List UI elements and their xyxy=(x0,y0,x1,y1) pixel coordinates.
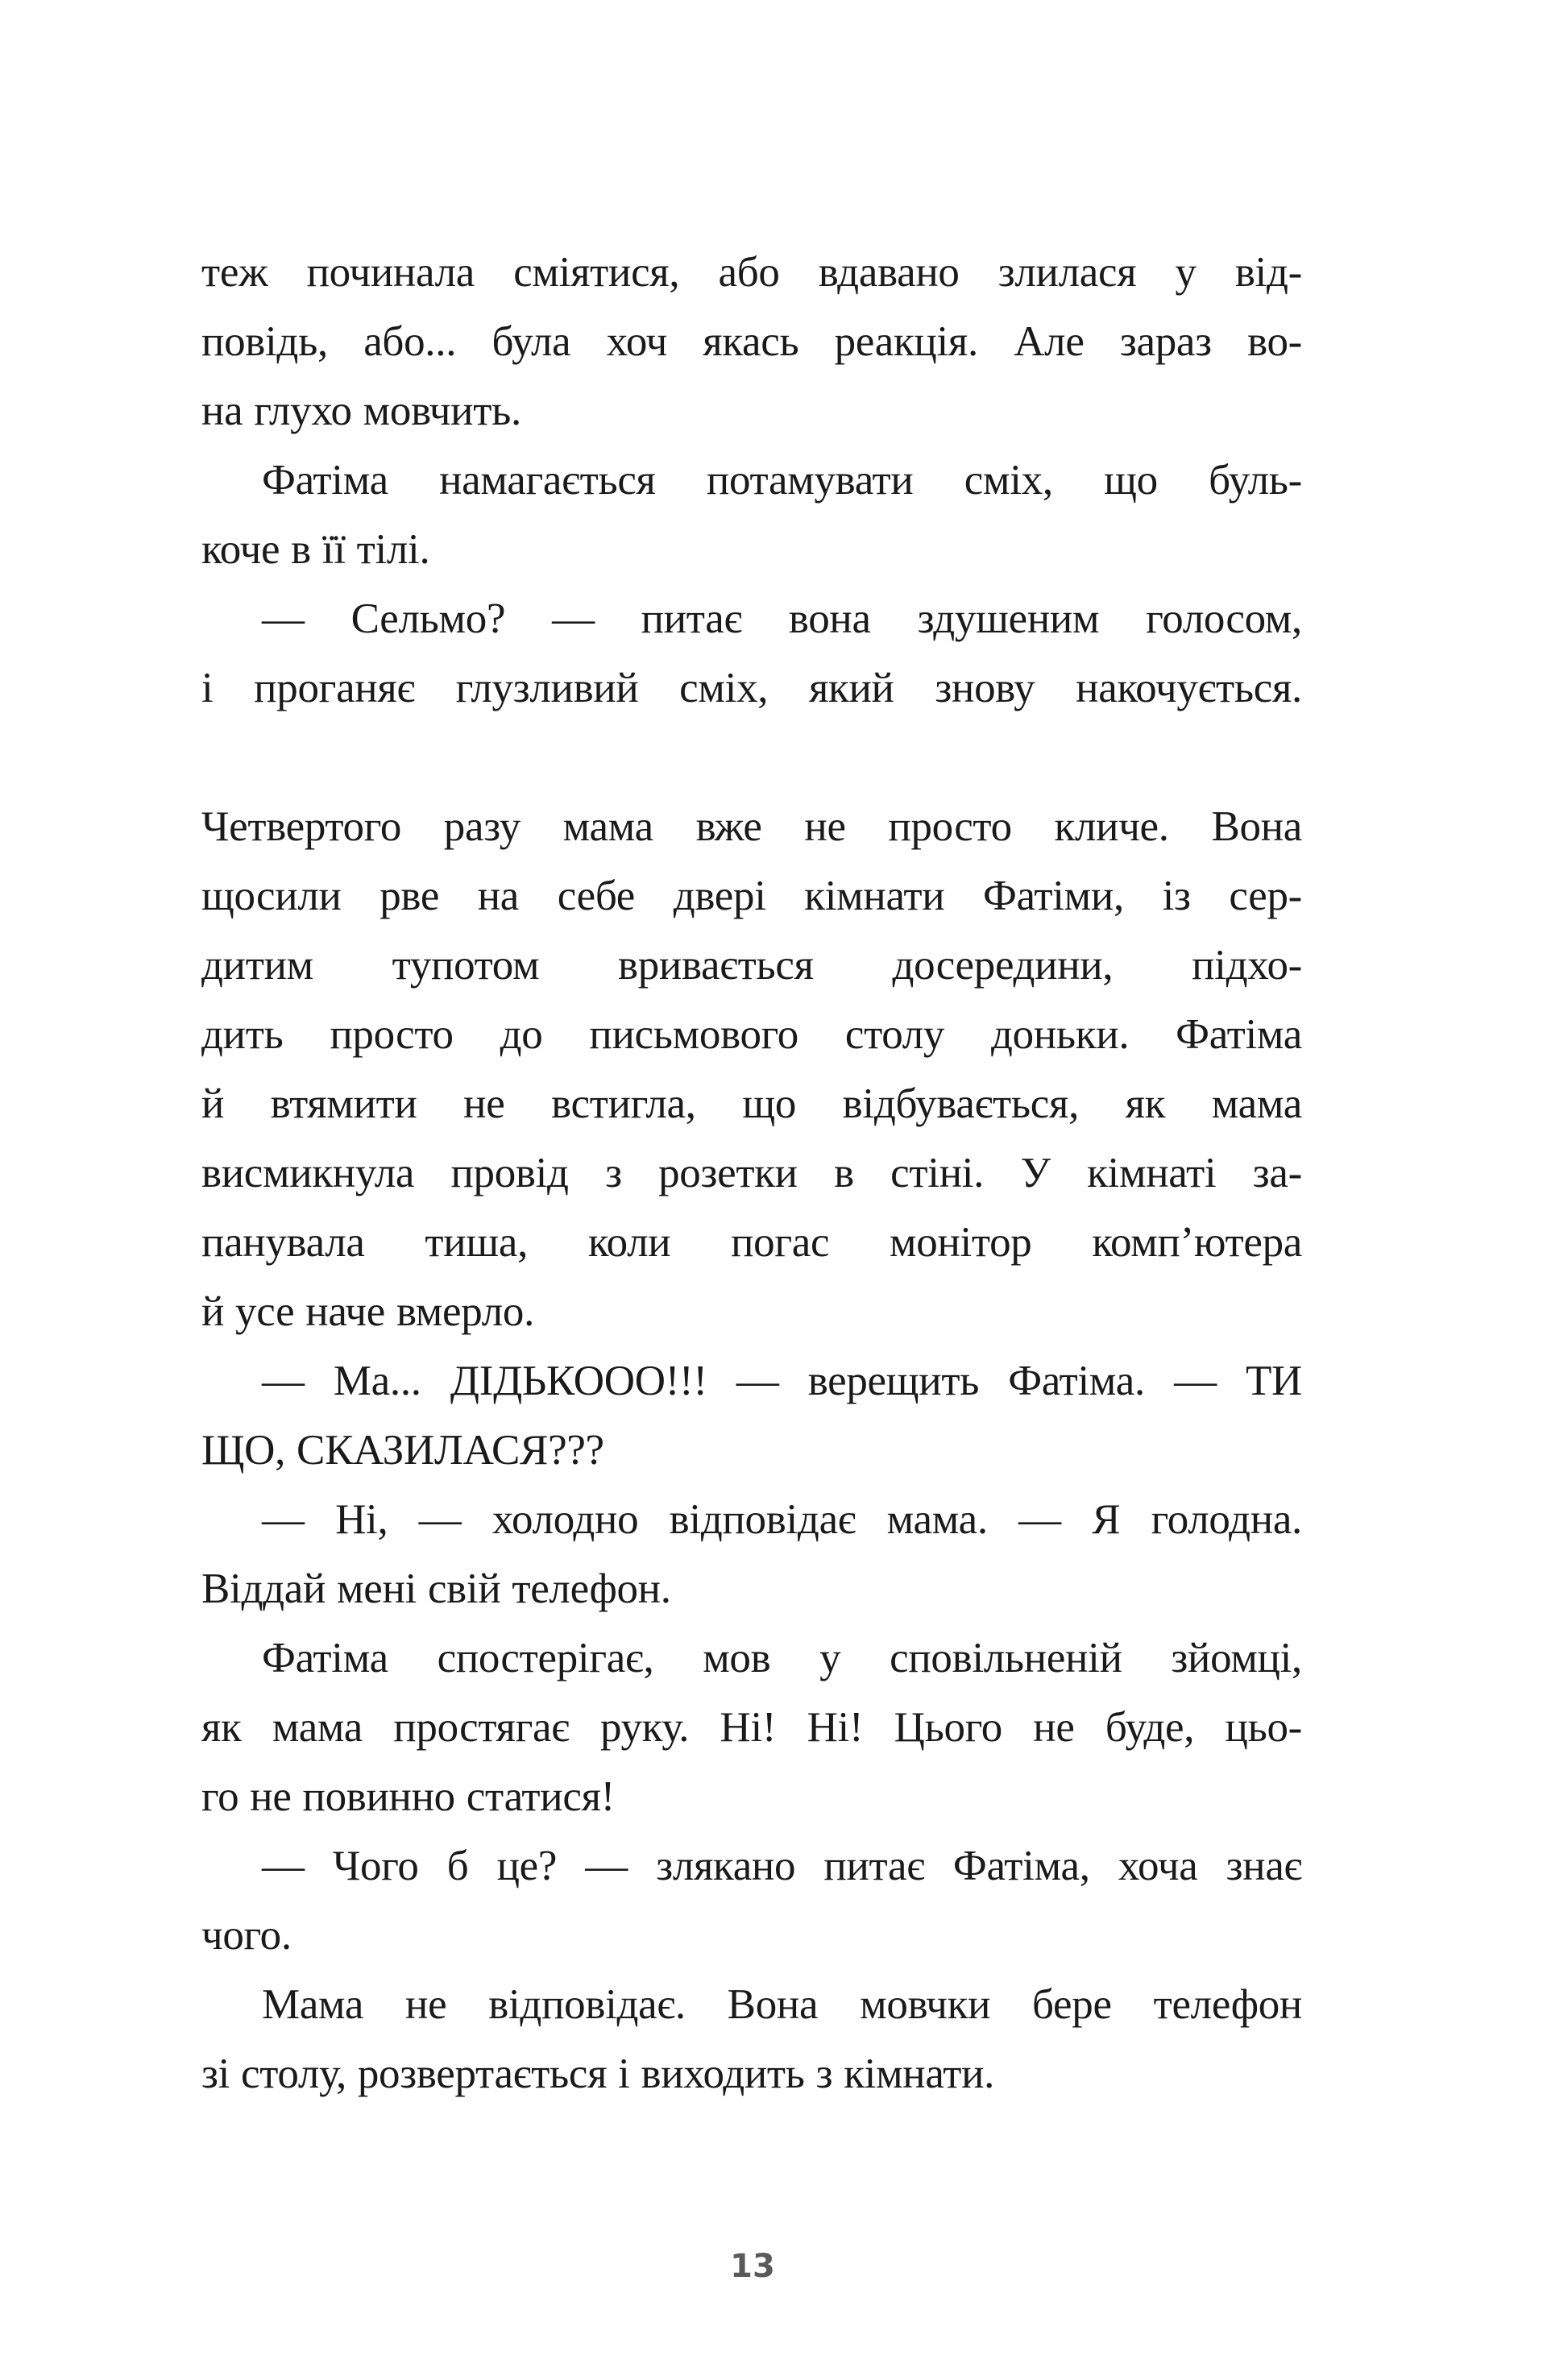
text-line: на глухо мовчить. xyxy=(201,388,521,434)
text-section xyxy=(201,238,1302,723)
text-line: чого. xyxy=(201,1912,292,1959)
text-line: Мама не відповідає. Вона мовчки бере телефон xyxy=(262,1981,1302,2028)
text-line: — Ма... ДІДЬКООО!!! — верещить Фатіма. — ТИ xyxy=(262,1358,1302,1404)
text-line: як мама простягає руку. Ні! Ні! Цього не буде, цьо- xyxy=(201,1704,1302,1751)
text-line: — Чого б це? — злякано питає Фатіма, хоча знає xyxy=(262,1843,1302,1889)
text-line: коче в її тілі. xyxy=(201,526,430,573)
text-line: Четвертого разу мама вже не просто кличе. Вона xyxy=(201,803,1302,850)
text-line: ЩО, СКАЗИЛАСЯ??? xyxy=(201,1427,604,1474)
text-line: й втямити не встигла, що відбувається, як мама xyxy=(201,1080,1302,1127)
text-line: і проганяє глузливий сміх, який знову накочується. xyxy=(201,665,1302,711)
text-line: Віддай мені свій телефон. xyxy=(201,1565,671,1612)
text-line: — Ні, — холодно відповідає мама. — Я голодна. xyxy=(262,1496,1302,1543)
text-line: го не повинно статися! xyxy=(201,1773,615,1820)
text-line: — Сельмо? — питає вона здушеним голосом, xyxy=(262,595,1302,642)
text-line: щосили рве на себе двері кімнати Фатіми, із сер- xyxy=(201,873,1302,919)
text-line: дить просто до письмового столу доньки. Фатіма xyxy=(201,1011,1302,1058)
text-line: й усе наче вмерло. xyxy=(201,1288,535,1335)
text-line: повідь, або... була хоч якась реакція. Але зараз во- xyxy=(201,318,1302,365)
text-line: висмикнула провід з розетки в стіні. У кімнаті за- xyxy=(201,1150,1302,1196)
text-line: Фатіма спостерігає, мов у сповільненій зйомці, xyxy=(262,1635,1302,1681)
page-number: 13 xyxy=(730,2248,775,2285)
text-line: теж починала сміятися, або вдавано злилася у від- xyxy=(201,249,1302,296)
text-line: Фатіма намагається потамувати сміх, що буль- xyxy=(262,457,1302,504)
book-page-text xyxy=(201,238,1302,2108)
text-line: панувала тиша, коли погас монітор комп’ютера xyxy=(201,1219,1302,1266)
text-line: зі столу, розвертається і виходить з кімнати. xyxy=(201,2050,995,2097)
text-section xyxy=(201,792,1302,2108)
text-line: дитим тупотом вривається досередини, підхо- xyxy=(201,942,1302,989)
